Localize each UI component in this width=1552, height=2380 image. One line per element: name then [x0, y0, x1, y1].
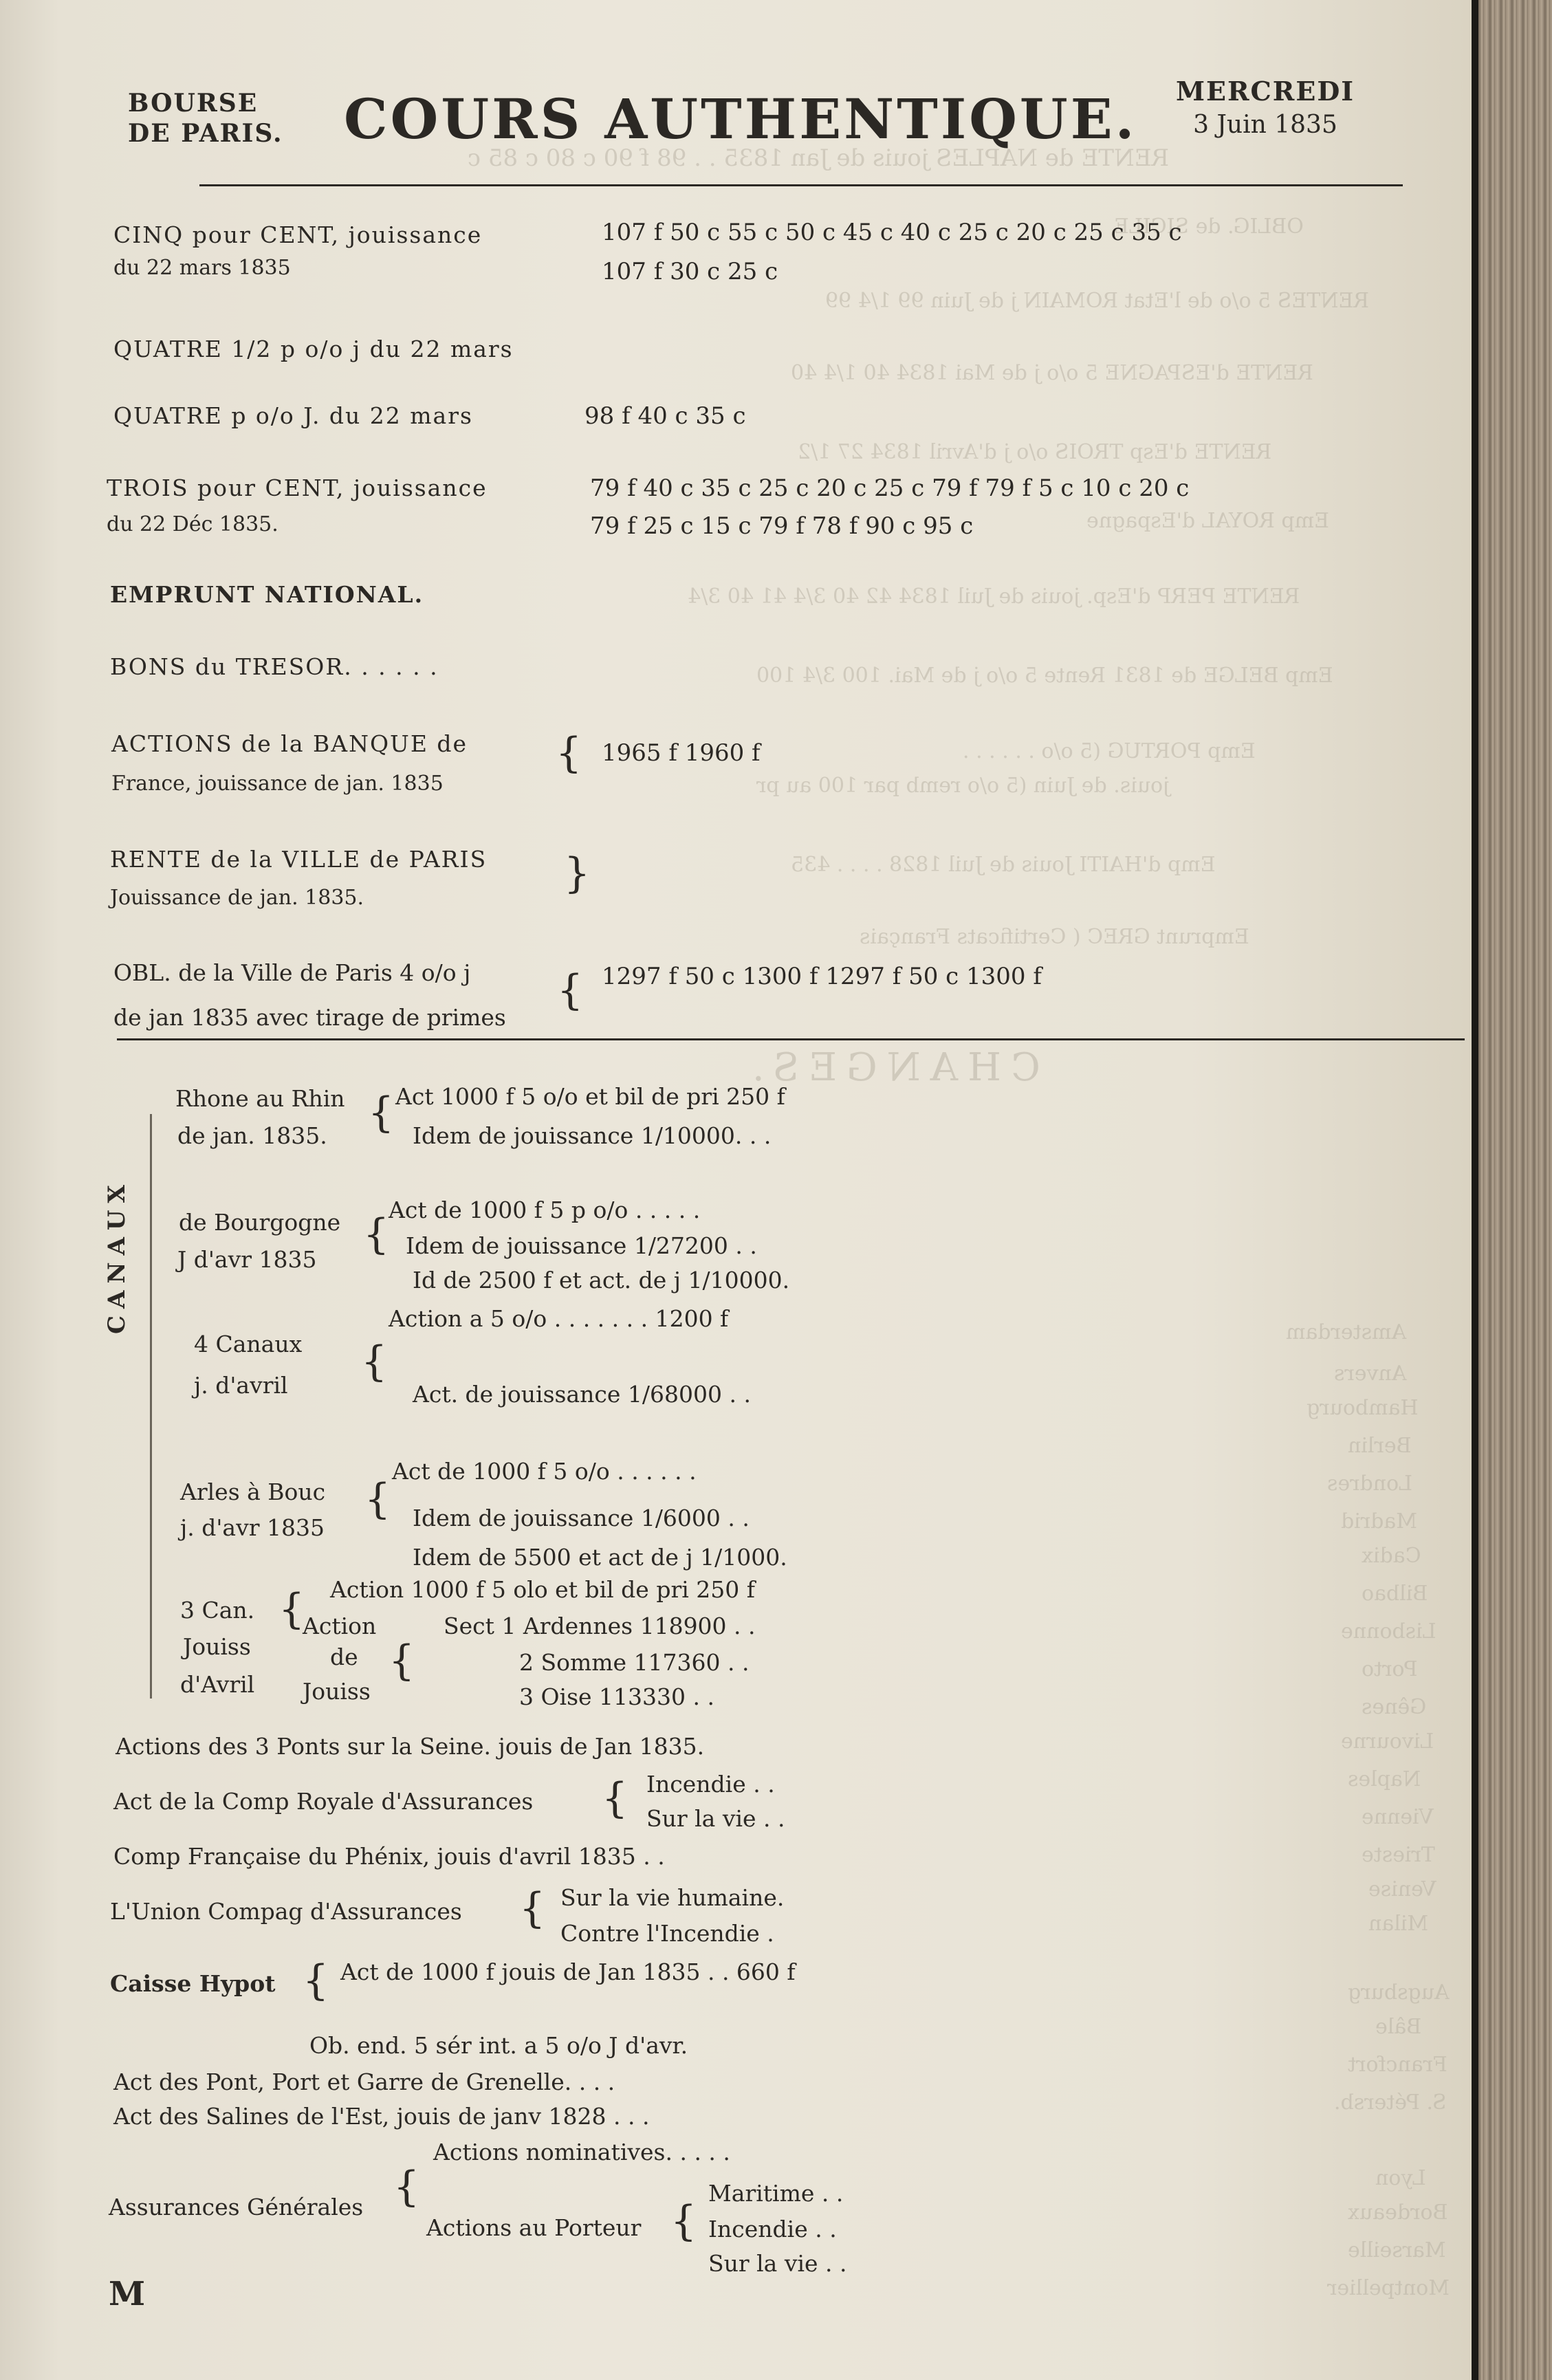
- header-rule: [199, 184, 1403, 186]
- rente-prices: 1965 f 1960 f: [602, 739, 761, 767]
- rente-prices: 1297 f 50 c 1300 f 1297 f 50 c 1300 f: [602, 963, 1042, 990]
- bleed-line: Madrid: [1341, 1509, 1417, 1533]
- bleed-line: Venise: [1368, 1877, 1436, 1901]
- rente-label: BONS du TRESOR. . . . . .: [110, 653, 439, 680]
- canal-line: Act de 1000 f 5 p o/o . . . . .: [389, 1197, 701, 1223]
- action-row: Act des Pont, Port et Garre de Grenelle. . . .: [113, 2068, 615, 2095]
- canal-line: Act 1000 f 5 o/o et bil de pri 250 f: [395, 1083, 785, 1110]
- canal-line: 2 Somme 117360 . .: [519, 1649, 750, 1676]
- bleed-line: jouis. de Juin (5 o/o remb par 100 au pr: [756, 774, 1170, 798]
- canal-name: Rhone au Rhin: [175, 1085, 345, 1112]
- brace: {: [519, 1884, 546, 1932]
- bleed-line: RENTE d'Esp TROIS o/o j d'Avril 1834 27 1/2: [798, 440, 1272, 464]
- rente-label: EMPRUNT NATIONAL.: [110, 581, 424, 608]
- canal-name-2: j. d'avril: [194, 1372, 288, 1399]
- bleed-line: CHANGES.: [743, 1045, 1040, 1090]
- bleed-line: Anvers: [1334, 1362, 1407, 1386]
- rente-prices: 98 f 40 c 35 c: [584, 402, 746, 430]
- bleed-line: Emp d'HAITI Jouis de Juil 1828 . . . . 435: [791, 853, 1216, 877]
- exchange-line-2: DE PARIS.: [128, 119, 283, 148]
- rente-prices-2: 107 f 30 c 25 c: [602, 258, 778, 285]
- exchange-line-1: BOURSE: [128, 89, 259, 118]
- rente-prices: 79 f 40 c 35 c 25 c 20 c 25 c 79 f 79 f 5 c 10 c 20 c: [590, 474, 1190, 502]
- assurances-porteur: Actions au Porteur: [426, 2214, 642, 2241]
- canal-line: Act. de jouissance 1/68000 . .: [413, 1381, 751, 1408]
- rente-prices: 107 f 50 c 55 c 50 c 45 c 40 c 25 c 20 c 25 c 35 c: [602, 219, 1182, 246]
- binding-spine: [1472, 0, 1478, 2380]
- page-mark: M: [109, 2275, 146, 2313]
- canal-line: Id de 2500 f et act. de j 1/10000.: [413, 1267, 790, 1293]
- canal-name-2: j. d'avr 1835: [180, 1514, 325, 1541]
- canal-line: Sect 1 Ardennes 118900 . .: [444, 1613, 756, 1639]
- bleed-line: Emp ROYAL d'Espagne: [1086, 509, 1329, 533]
- bleed-line: RENTE d'ESPAGNE 5 o/o j de Mai 1834 40 1/4 40: [791, 361, 1313, 385]
- bleed-line: Berlin: [1348, 1434, 1412, 1458]
- rente-label: OBL. de la Ville de Paris 4 o/o j: [113, 959, 471, 986]
- canal-name: 3 Can.: [180, 1597, 255, 1624]
- assurances-item: Sur la vie . .: [708, 2250, 847, 2277]
- bleed-line: Lisbonne: [1341, 1619, 1436, 1644]
- rente-label: RENTE de la VILLE de PARIS: [110, 846, 488, 873]
- bleed-line: Livourne: [1341, 1729, 1434, 1754]
- rente-label: QUATRE p o/o J. du 22 mars: [113, 402, 473, 429]
- bleed-line: Emprunt GREC ( Certificats Français: [860, 925, 1249, 949]
- rente-label: CINQ pour CENT, jouissance: [113, 221, 483, 248]
- page-title: COURS AUTHENTIQUE.: [344, 87, 1137, 151]
- canal-line: Action 1000 f 5 olo et bil de pri 250 f: [330, 1576, 755, 1603]
- brace: {: [363, 1210, 390, 1258]
- bleed-line: Cadix: [1362, 1544, 1421, 1568]
- canal-line: Action a 5 o/o . . . . . . . 1200 f: [389, 1305, 729, 1332]
- section-rule: [117, 1038, 1465, 1040]
- action-row: Caisse Hypot: [110, 1970, 276, 1997]
- bleed-line: S. Pétersb.: [1334, 2090, 1447, 2115]
- weekday: MERCREDI: [1175, 76, 1355, 107]
- action-sub: Contre l'Incendie .: [560, 1920, 774, 1947]
- bleed-line: Lyon: [1375, 2166, 1426, 2190]
- action-row: L'Union Compag d'Assurances: [110, 1898, 462, 1925]
- canaux-bar: [150, 1114, 152, 1699]
- action-row: Act des Salines de l'Est, jouis de janv 1828 . . .: [113, 2103, 650, 2130]
- canal-line: Idem de 5500 et act de j 1/1000.: [413, 1544, 787, 1571]
- canal-line: 3 Oise 113330 . .: [519, 1683, 714, 1710]
- action-sub: Act de 1000 f jouis de Jan 1835 . . 660 f: [340, 1958, 796, 1985]
- canal-name-2: Jouiss: [183, 1633, 251, 1660]
- bleed-top: RENTE de NAPLES jouis de Jan 1835 . . 98 f 90 c 80 c 85 c: [468, 144, 1170, 172]
- date: 3 Juin 1835: [1193, 111, 1337, 139]
- bleed-line: Augsburg: [1348, 1980, 1450, 2005]
- action-row: Ob. end. 5 sér int. a 5 o/o J d'avr.: [309, 2032, 688, 2059]
- canal-name-2: de jan. 1835.: [177, 1122, 327, 1149]
- bleed-line: Amsterdam: [1286, 1320, 1407, 1344]
- bleed-line: Naples: [1348, 1767, 1421, 1791]
- bleed-line: RENTES 5 o/o de l'Etat ROMAIN j de Juin 99 1/4 99: [825, 289, 1369, 313]
- brace: {: [556, 729, 582, 777]
- brace: {: [389, 1637, 415, 1685]
- action-sub: Sur la vie . .: [646, 1805, 785, 1832]
- exchange-name: [128, 88, 283, 149]
- bleed-line: Montpellier: [1327, 2276, 1450, 2300]
- assurances-name: Assurances Générales: [109, 2194, 364, 2220]
- bleed-line: OBLIG. de SICILE: [1114, 215, 1304, 239]
- canal-line: Idem de jouissance 1/27200 . .: [406, 1232, 757, 1259]
- book-binding: [1472, 0, 1552, 2380]
- brace: {: [670, 2197, 697, 2245]
- brace: {: [303, 1956, 329, 2005]
- assurances-nominatives: Actions nominatives. . . . .: [433, 2139, 730, 2165]
- canal-line: Act de 1000 f 5 o/o . . . . . .: [392, 1458, 697, 1485]
- canal-sub: de: [330, 1644, 358, 1670]
- bleed-line: Hambourg: [1307, 1396, 1419, 1420]
- rente-label-2: de jan 1835 avec tirage de primes: [113, 1004, 506, 1031]
- canal-name: Arles à Bouc: [180, 1478, 326, 1505]
- date-block: [1169, 76, 1362, 139]
- canal-line: Idem de jouissance 1/6000 . .: [413, 1505, 750, 1531]
- canal-name-2: J d'avr 1835: [177, 1246, 317, 1273]
- bleed-line: Bilbao: [1362, 1582, 1428, 1606]
- brace: }: [564, 849, 591, 897]
- bleed-line: Emp BELGE de 1831 Rente 5 o/o j de Mai. 100 3/4 100: [756, 664, 1333, 688]
- assurances-item: Maritime . .: [708, 2180, 844, 2207]
- brace: {: [557, 966, 584, 1014]
- bleed-line: Milan: [1368, 1912, 1429, 1936]
- rente-label-2: du 22 Déc 1835.: [107, 512, 278, 536]
- brace: {: [278, 1585, 305, 1633]
- rente-label-2: du 22 mars 1835: [113, 256, 291, 280]
- brace: {: [361, 1338, 388, 1386]
- rente-label-2: France, jouissance de jan. 1835: [111, 772, 444, 796]
- canal-line: Idem de jouissance 1/10000. . .: [413, 1122, 772, 1149]
- rente-label: TROIS pour CENT, jouissance: [107, 474, 488, 501]
- brace: {: [602, 1774, 629, 1822]
- canal-name: de Bourgogne: [179, 1209, 341, 1236]
- rente-label: ACTIONS de la BANQUE de: [111, 730, 468, 757]
- bleed-line: Gênes: [1362, 1695, 1427, 1719]
- bleed-line: Bordeaux: [1348, 2201, 1448, 2225]
- brace: {: [364, 1475, 391, 1523]
- rente-label: QUATRE 1/2 p o/o j du 22 mars: [113, 336, 514, 362]
- brace: {: [393, 2163, 420, 2211]
- canal-sub: Action: [303, 1613, 377, 1639]
- action-sub: Sur la vie humaine.: [560, 1884, 785, 1911]
- bleed-line: Londres: [1327, 1472, 1412, 1496]
- canal-sub: Jouiss: [303, 1678, 371, 1705]
- action-row: Actions des 3 Ponts sur la Seine. jouis de Jan 1835.: [116, 1733, 705, 1760]
- bleed-line: Emp PORTUG (5 o/o . . . . . .: [963, 739, 1256, 763]
- canaux-label: CANAUX: [103, 1178, 131, 1334]
- rente-label-2: Jouissance de jan. 1835.: [110, 886, 364, 910]
- brace: {: [368, 1089, 395, 1137]
- bleed-line: Marseille: [1348, 2238, 1446, 2262]
- bleed-line: Bâle: [1375, 2015, 1422, 2039]
- bleed-line: Francfort: [1348, 2053, 1447, 2077]
- bleed-line: Porto: [1362, 1657, 1418, 1681]
- action-sub: Incendie . .: [646, 1771, 775, 1798]
- action-row: Act de la Comp Royale d'Assurances: [113, 1788, 534, 1815]
- bleed-line: Vienne: [1362, 1805, 1434, 1829]
- canal-name-3: d'Avril: [180, 1671, 255, 1698]
- assurances-item: Incendie . .: [708, 2216, 837, 2242]
- canal-name: 4 Canaux: [194, 1331, 303, 1357]
- bleed-line: Trieste: [1362, 1843, 1435, 1867]
- bleed-line: RENTE PERP d'Esp. jouis de Juil 1834 42 40 3/4 41 40 3/4: [688, 585, 1300, 609]
- rente-prices-2: 79 f 25 c 15 c 79 f 78 f 90 c 95 c: [590, 512, 974, 540]
- action-row: Comp Française du Phénix, jouis d'avril 1835 . .: [113, 1843, 665, 1870]
